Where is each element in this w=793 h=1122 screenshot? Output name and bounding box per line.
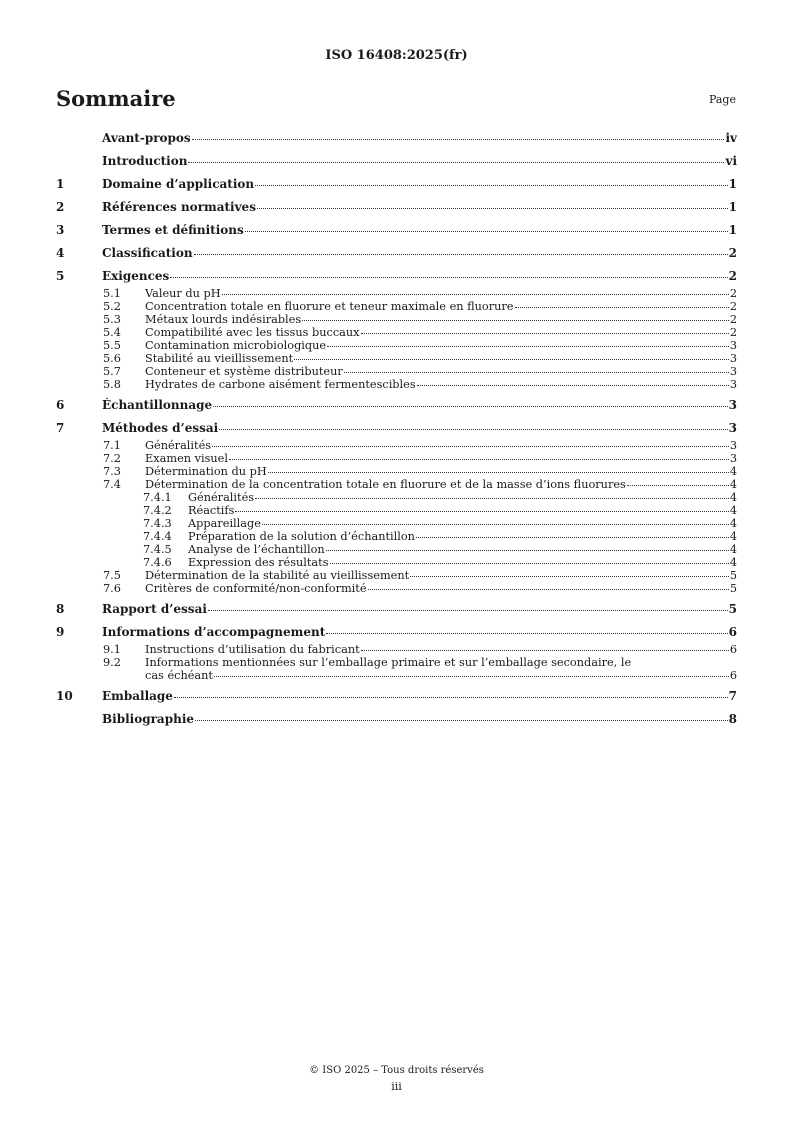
toc-entry[interactable] (56, 326, 737, 339)
dot-leader (627, 485, 729, 486)
toc-entry-title-block (145, 656, 737, 682)
toc-entry-title-continued: cas échéant (145, 669, 213, 682)
toc-entry-title: Instructions d’utilisation du fabricant (145, 643, 360, 656)
toc-entry-title: Informations d’accompagnement (102, 625, 326, 639)
toc-entry-title: Analyse de l’échantillon (188, 543, 325, 556)
toc-entry-page: 3 (729, 365, 737, 378)
dot-leader (302, 320, 729, 321)
toc-entry-title: Préparation de la solution d’échantillon (188, 530, 415, 543)
toc-entry-number: 7.4.4 (143, 530, 172, 543)
dot-leader (361, 333, 729, 334)
toc-entry-page: 3 (729, 352, 737, 365)
toc-entry-number: 7.4.6 (143, 556, 172, 569)
toc-entry[interactable] (56, 223, 737, 241)
toc-entry[interactable] (56, 300, 737, 313)
toc-entry-number: 5.5 (103, 339, 121, 352)
dot-leader (219, 429, 727, 430)
toc-entry-page: 5 (729, 582, 737, 595)
toc-entry-page: 4 (729, 478, 737, 491)
page-footer (0, 1065, 793, 1093)
toc-entry-title: Compatibilité avec les tissus buccaux (145, 326, 360, 339)
dot-leader (326, 550, 729, 551)
toc-entry-page: vi (725, 154, 737, 168)
toc-entry-page: 4 (729, 556, 737, 569)
dot-leader (192, 139, 725, 140)
toc-entry-page: 4 (729, 543, 737, 556)
toc-entry[interactable] (56, 398, 737, 416)
toc-entry-page: 4 (729, 465, 737, 478)
toc-entry-number: 5.7 (103, 365, 121, 378)
toc-entry[interactable] (56, 177, 737, 195)
toc-entry-page: 2 (728, 269, 737, 283)
toc-entry[interactable] (56, 582, 737, 595)
toc-entry-number: 9.2 (103, 656, 121, 669)
toc-entry[interactable] (56, 352, 737, 365)
dot-leader (417, 385, 729, 386)
toc-entry-page: 6 (729, 643, 737, 656)
dot-leader (214, 676, 729, 677)
toc-entry-title: Critères de conformité/non-conformité (145, 582, 367, 595)
toc-entry-title: Réactifs (188, 504, 235, 517)
toc-entry-number: 5.8 (103, 378, 121, 391)
page-number: iii (391, 1080, 402, 1093)
toc-entry[interactable] (56, 712, 737, 730)
toc-entry[interactable] (56, 246, 737, 264)
toc-entry[interactable] (56, 643, 737, 656)
toc-entry-title: Détermination de la concentration totale en fluorure et de la masse d’ions fluorures (145, 478, 626, 491)
dot-leader (268, 472, 729, 473)
toc-entry-page: 3 (729, 439, 737, 452)
toc-entry-number: 7.3 (103, 465, 121, 478)
toc-entry[interactable] (56, 378, 737, 391)
toc-entry[interactable] (56, 287, 737, 300)
toc-entry-title: Échantillonnage (102, 398, 213, 412)
toc-entry-page: 1 (728, 223, 737, 237)
dot-leader (330, 563, 729, 564)
toc-entry-page: 6 (729, 669, 737, 682)
toc-entry-number: 9 (56, 625, 65, 639)
toc-entry[interactable] (56, 421, 737, 439)
dot-leader (222, 294, 729, 295)
table-of-contents (56, 131, 737, 730)
toc-entry-page: 3 (728, 398, 737, 412)
toc-entry-page: 2 (729, 300, 737, 313)
toc-entry-number: 5.4 (103, 326, 121, 339)
toc-entry-title: Termes et définitions (102, 223, 244, 237)
toc-entry-number: 10 (56, 689, 73, 703)
toc-entry-title: Généralités (188, 491, 255, 504)
toc-entry-number: 7.6 (103, 582, 121, 595)
toc-entry-title: Exigences (102, 269, 170, 283)
toc-entry-page: 3 (729, 452, 737, 465)
dot-leader (262, 524, 729, 525)
toc-entry[interactable] (56, 491, 737, 504)
toc-entry-title: Domaine d’application (102, 177, 255, 191)
toc-entry[interactable] (56, 478, 737, 491)
toc-entry-page: 7 (728, 689, 737, 703)
dot-leader (245, 231, 728, 232)
toc-entry[interactable] (56, 313, 737, 326)
toc-entry-number: 7.4.1 (143, 491, 172, 504)
toc-entry[interactable] (56, 689, 737, 707)
toc-entry[interactable] (56, 439, 737, 452)
toc-entry-title: Méthodes d’essai (102, 421, 219, 435)
toc-entry[interactable] (56, 530, 737, 543)
toc-entry-title: Rapport d’essai (102, 602, 207, 616)
toc-entry-page: 2 (729, 287, 737, 300)
toc-entry-title: Conteneur et système distributeur (145, 365, 343, 378)
toc-entry-page: 4 (729, 530, 737, 543)
toc-entry-title: Détermination de la stabilité au vieillissement (145, 569, 410, 582)
dot-leader (235, 511, 728, 512)
dot-leader (410, 576, 729, 577)
toc-entry[interactable] (56, 569, 737, 582)
dot-leader (257, 208, 728, 209)
toc-entry-title: Introduction (102, 154, 188, 168)
toc-entry[interactable] (56, 131, 737, 149)
dot-leader (213, 406, 727, 407)
toc-entry-page: 2 (728, 246, 737, 260)
toc-entry[interactable] (56, 339, 737, 352)
toc-entry-page: 2 (729, 326, 737, 339)
dot-leader (170, 277, 727, 278)
toc-entry-number: 5.3 (103, 313, 121, 326)
toc-entry[interactable] (56, 154, 737, 172)
toc-entry-title: Bibliographie (102, 712, 195, 726)
toc-title: Sommaire (56, 86, 176, 111)
toc-entry-number: 5 (56, 269, 65, 283)
dot-leader (255, 185, 728, 186)
toc-entry-page: 3 (729, 339, 737, 352)
toc-entry-number: 7.4 (103, 478, 121, 491)
dot-leader (195, 720, 728, 721)
dot-leader (294, 359, 729, 360)
toc-entry-number: 4 (56, 246, 65, 260)
toc-entry-number: 8 (56, 602, 65, 616)
toc-entry-number: 2 (56, 200, 65, 214)
toc-entry-number: 5.1 (103, 287, 121, 300)
toc-entry[interactable] (56, 504, 737, 517)
toc-entry-title: Appareillage (188, 517, 261, 530)
toc-entry-page: 6 (728, 625, 737, 639)
toc-entry-title: Détermination du pH (145, 465, 267, 478)
toc-entry-page: 2 (729, 313, 737, 326)
toc-entry-title: Concentration totale en fluorure et teneur maximale en fluorure (145, 300, 514, 313)
toc-entry-number: 7.5 (103, 569, 121, 582)
toc-entry-number: 7.4.5 (143, 543, 172, 556)
toc-entry-number: 6 (56, 398, 65, 412)
toc-entry[interactable] (56, 602, 737, 620)
dot-leader (416, 537, 729, 538)
toc-entry-number: 7.4.3 (143, 517, 172, 530)
toc-entry[interactable] (56, 365, 737, 378)
dot-leader (326, 633, 727, 634)
toc-entry-number: 5.2 (103, 300, 121, 313)
toc-entry-page: 3 (729, 378, 737, 391)
toc-entry[interactable] (56, 269, 737, 287)
toc-entry-page: iv (725, 131, 737, 145)
toc-entry-number: 5.6 (103, 352, 121, 365)
toc-entry[interactable] (56, 200, 737, 218)
toc-entry[interactable] (56, 543, 737, 556)
toc-entry-title: Contamination microbiologique (145, 339, 327, 352)
toc-entry-title: Hydrates de carbone aisément fermentescibles (145, 378, 416, 391)
toc-entry-page: 3 (728, 421, 737, 435)
toc-entry-number: 9.1 (103, 643, 121, 656)
dot-leader (188, 162, 724, 163)
toc-entry-page: 5 (729, 569, 737, 582)
dot-leader (229, 459, 729, 460)
toc-entry[interactable] (56, 656, 737, 682)
toc-entry-page: 4 (729, 491, 737, 504)
dot-leader (255, 498, 729, 499)
toc-entry-title: Métaux lourds indésirables (145, 313, 302, 326)
dot-leader (194, 254, 728, 255)
toc-entry-page: 1 (728, 177, 737, 191)
toc-entry[interactable] (56, 556, 737, 569)
toc-entry-title: Informations mentionnées sur l’emballage primaire et sur l’emballage secondaire, le (145, 656, 632, 669)
dot-leader (344, 372, 729, 373)
toc-entry-title: Stabilité au vieillissement (145, 352, 294, 365)
copyright-notice: © ISO 2025 – Tous droits réservés (309, 1065, 484, 1076)
dot-leader (212, 446, 729, 447)
toc-entry[interactable] (56, 517, 737, 530)
toc-entry[interactable] (56, 452, 737, 465)
toc-entry-number: 7.1 (103, 439, 121, 452)
toc-entry[interactable] (56, 625, 737, 643)
toc-entry-title: Avant-propos (102, 131, 191, 145)
toc-entry-page: 8 (728, 712, 737, 726)
toc-entry-title: Emballage (102, 689, 173, 703)
dot-leader (208, 610, 728, 611)
dot-leader (327, 346, 729, 347)
toc-entry-number: 7.4.2 (143, 504, 172, 517)
dot-leader (361, 650, 729, 651)
toc-entry-page: 4 (729, 504, 737, 517)
toc-entry-page: 1 (728, 200, 737, 214)
toc-entry-title: Valeur du pH (145, 287, 221, 300)
dot-leader (174, 697, 728, 698)
toc-entry-title: Classification (102, 246, 193, 260)
toc-entry-number: 1 (56, 177, 65, 191)
page-column-label: Page (708, 93, 736, 106)
toc-entry-title: Généralités (145, 439, 212, 452)
toc-entry-title: Examen visuel (145, 452, 228, 465)
toc-entry-number: 3 (56, 223, 65, 237)
document-header: ISO 16408:2025(fr) (325, 48, 468, 63)
dot-leader (368, 589, 729, 590)
dot-leader (515, 307, 729, 308)
toc-entry-title: Références normatives (102, 200, 256, 214)
toc-entry-number: 7.2 (103, 452, 121, 465)
toc-entry-page: 5 (728, 602, 737, 616)
toc-entry[interactable] (56, 465, 737, 478)
toc-entry-page: 4 (729, 517, 737, 530)
toc-entry-number: 7 (56, 421, 65, 435)
toc-entry-title: Expression des résultats (188, 556, 329, 569)
